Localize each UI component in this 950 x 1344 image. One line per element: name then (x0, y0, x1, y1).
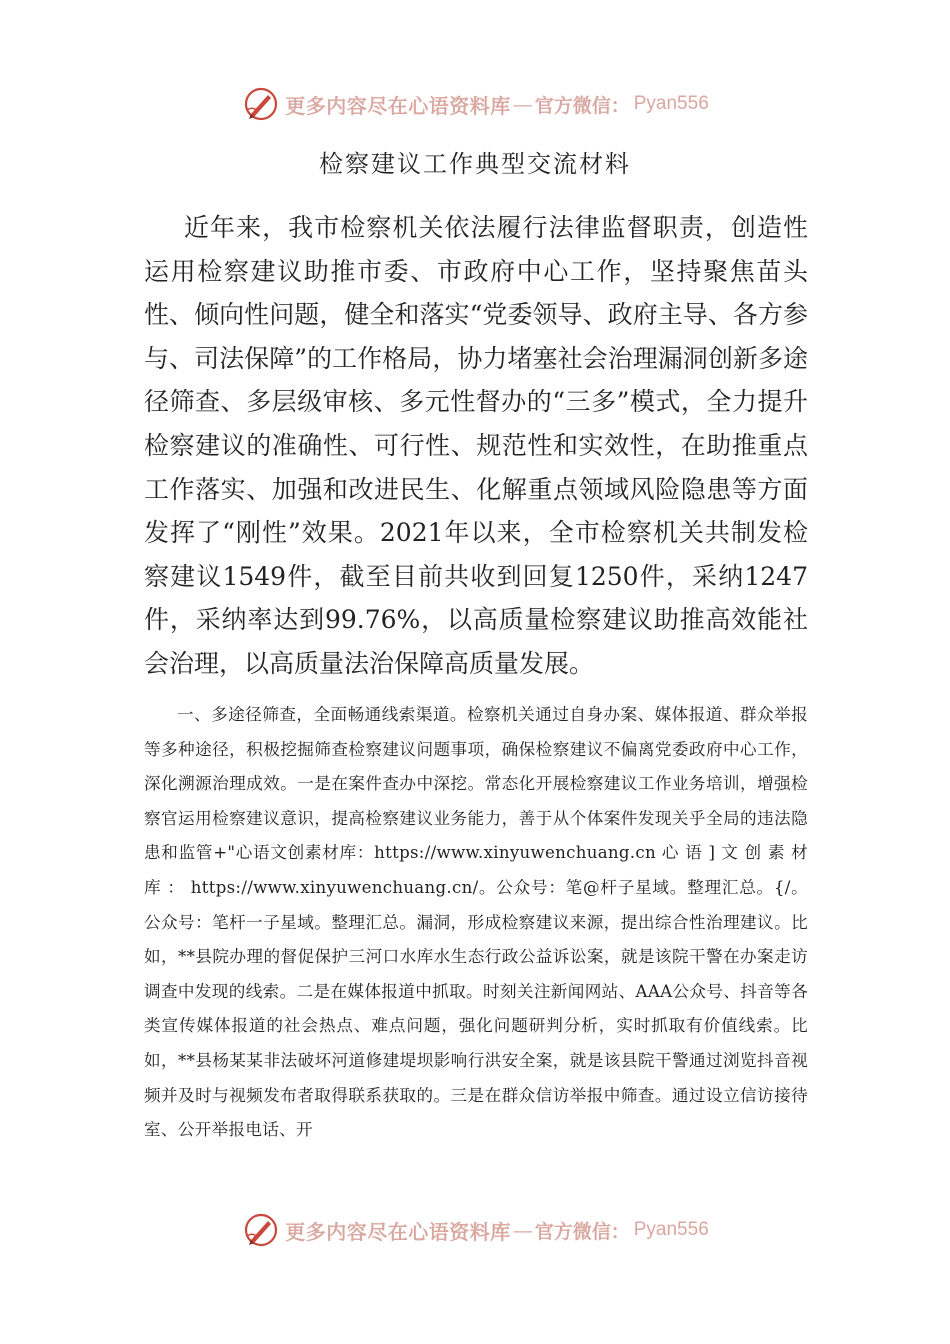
intro-paragraph: 近年来，我市检察机关依法履行法律监督职责，创造性运用检察建议助推市委、市政府中心工作，坚持聚焦苗头性、倾向性问题，健全和落实“党委领导、政府主导、各方参与、司法保障”的工作格局，协力堵塞社会治理漏洞创新多途径筛查、多层级审核、多元性督办的“三多”模式，全力提升检察建议的准确性、可行性、规范性和实效性，在助推重点工作落实、加强和改进民生、化解重点领域风险隐患等方面发挥了“刚性”效果。2021年以来，全市检察机关共制发检察建议1549件，截至目前共收到回复1250件，采纳1247件，采纳率达到99.76%，以高质量检察建议助推高效能社会治理，以高质量法治保障高质量发展。 (144, 213, 808, 678)
watermark-dash: — (512, 92, 533, 116)
watermark-dash: — (512, 1218, 533, 1242)
section-one-paragraph: 一、多途径筛查，全面畅通线索渠道。检察机关通过自身办案、媒体报道、群众举报等多种途径，积极挖掘筛查检察建议问题事项，确保检察建议不偏离党委政府中心工作，深化溯源治理成效。一是在案件查办中深挖。常态化开展检察建议工作业务培训，增强检察官运用检察建议意识，提高检察建议业务能力，善于从个体案件发现关乎全局的违法隐患和监管+"心语文创素材库：https://www.xinyuwenchuang.cn 心 语 ] 文 创 素 材 库 ： https://www.xinyuwenchuang.cn/。公众号：笔@杆子星域。整理汇总。{/。公众号：笔杆一子星域。整理汇总。漏洞，形成检察建议来源，提出综合性治理建议。比如，**县院办理的督促保护三河口水库水生态行政公益诉讼案，就是该院干警在办案走访调查中发现的线索。二是在媒体报道中抓取。时刻关注新闻网站、AAA公众号、抖音等各类宣传媒体报道的社会热点、难点问题，强化问题研判分析，实时抓取有价值线索。比如，**县杨某某非法破坏河道修建堤坝影响行洪安全案，就是该县院干警通过浏览抖音视频并及时与视频发布者取得联系获取的。三是在群众信访举报中筛查。通过设立信访接待室、公开举报电话、开 (144, 705, 808, 1140)
pen-circle-logo-icon (241, 84, 281, 124)
watermark-text: 更多内容尽在心语资料库 (285, 93, 511, 118)
header-watermark-banner (0, 84, 950, 124)
pen-circle-logo-icon (241, 1210, 281, 1250)
watermark-text: 更多内容尽在心语资料库 (285, 1219, 511, 1244)
footer-watermark-banner (0, 1210, 950, 1250)
watermark-wechat-label: 官方微信： (534, 94, 630, 117)
watermark-wechat-id: Pyan556 (633, 93, 709, 114)
document-title: 检察建议工作典型交流材料 (319, 150, 631, 178)
watermark-wechat-label: 官方微信： (534, 1220, 630, 1243)
watermark-wechat-id: Pyan556 (633, 1219, 709, 1240)
